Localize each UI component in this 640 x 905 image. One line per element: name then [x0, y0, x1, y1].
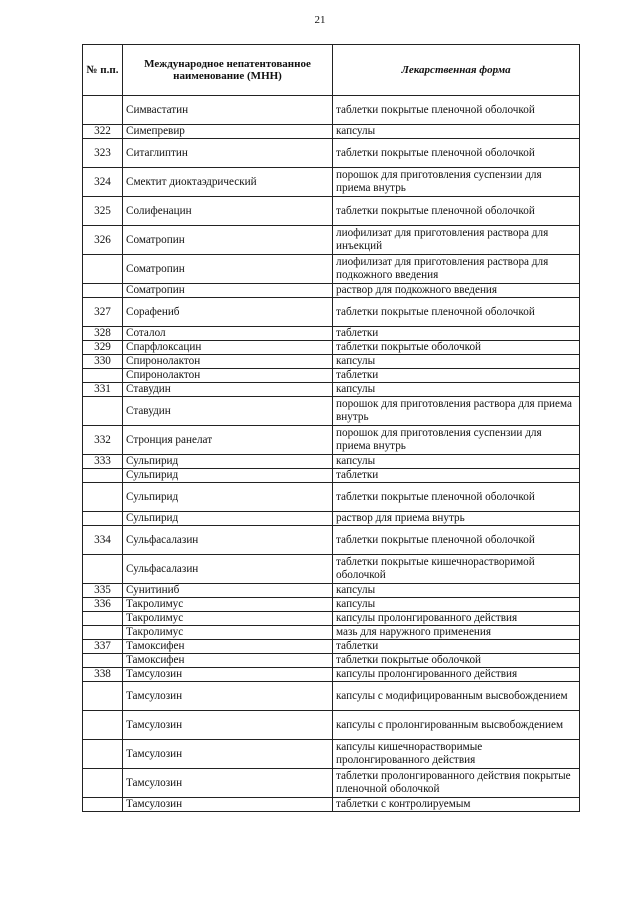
table-row — [83, 598, 580, 612]
table-row — [83, 355, 580, 369]
row-number: 324 — [83, 168, 123, 197]
dosage-form: капсулы — [333, 355, 580, 369]
table-body — [83, 96, 580, 812]
drug-name: Ставудин — [123, 383, 333, 397]
dosage-form: таблетки — [333, 369, 580, 383]
table-row — [83, 341, 580, 355]
table-row — [83, 469, 580, 483]
row-number — [83, 255, 123, 284]
dosage-form: раствор для подкожного введения — [333, 284, 580, 298]
table-row — [83, 640, 580, 654]
dosage-form: порошок для приготовления раствора для приема внутрь — [333, 397, 580, 426]
drug-name: Сульфасалазин — [123, 555, 333, 584]
table-row — [83, 298, 580, 327]
row-number: 333 — [83, 455, 123, 469]
dosage-form: капсулы кишечнорастворимые пролонгированного действия — [333, 740, 580, 769]
drug-name: Тамсулозин — [123, 711, 333, 740]
header-number: № п.п. — [83, 45, 123, 96]
row-number: 323 — [83, 139, 123, 168]
page-number: 21 — [314, 14, 326, 26]
drug-name: Симвастатин — [123, 96, 333, 125]
dosage-form: капсулы — [333, 598, 580, 612]
dosage-form: капсулы пролонгированного действия — [333, 612, 580, 626]
drug-name: Соматропин — [123, 255, 333, 284]
drug-name: Солифенацин — [123, 197, 333, 226]
table-row — [83, 711, 580, 740]
dosage-form: таблетки покрытые пленочной оболочкой — [333, 197, 580, 226]
table-row — [83, 668, 580, 682]
table-row — [83, 584, 580, 598]
dosage-form: порошок для приготовления суспензии для приема внутрь — [333, 168, 580, 197]
drug-name: Смектит диоктаэдрический — [123, 168, 333, 197]
drug-name: Сульпирид — [123, 469, 333, 483]
header-dosage-form: Лекарственная форма — [333, 45, 580, 96]
table-row — [83, 369, 580, 383]
drug-name: Соталол — [123, 327, 333, 341]
dosage-form: капсулы с пролонгированным высвобождением — [333, 711, 580, 740]
table-row — [83, 626, 580, 640]
row-number: 327 — [83, 298, 123, 327]
dosage-form: таблетки покрытые пленочной оболочкой — [333, 298, 580, 327]
row-number: 335 — [83, 584, 123, 598]
dosage-form: порошок для приготовления суспензии для приема внутрь — [333, 426, 580, 455]
drug-name: Такролимус — [123, 626, 333, 640]
table-row — [83, 383, 580, 397]
row-number: 331 — [83, 383, 123, 397]
drug-name: Тамоксифен — [123, 640, 333, 654]
drug-name: Тамсулозин — [123, 798, 333, 812]
dosage-form: лиофилизат для приготовления раствора для инъекций — [333, 226, 580, 255]
table-row — [83, 654, 580, 668]
row-number — [83, 397, 123, 426]
table-row — [83, 526, 580, 555]
dosage-form: капсулы пролонгированного действия — [333, 668, 580, 682]
row-number — [83, 626, 123, 640]
dosage-form: таблетки покрытые оболочкой — [333, 341, 580, 355]
row-number — [83, 612, 123, 626]
dosage-form: раствор для приема внутрь — [333, 512, 580, 526]
row-number — [83, 369, 123, 383]
dosage-form: лиофилизат для приготовления раствора для подкожного введения — [333, 255, 580, 284]
dosage-form: капсулы с модифицированным высвобождением — [333, 682, 580, 711]
drug-name: Ситаглиптин — [123, 139, 333, 168]
table-row — [83, 397, 580, 426]
row-number: 328 — [83, 327, 123, 341]
row-number — [83, 483, 123, 512]
row-number: 325 — [83, 197, 123, 226]
drug-name: Соматропин — [123, 284, 333, 298]
table-row — [83, 682, 580, 711]
row-number — [83, 711, 123, 740]
drug-name: Тамсулозин — [123, 769, 333, 798]
drug-name: Сульфасалазин — [123, 526, 333, 555]
table-row — [83, 96, 580, 125]
row-number: 334 — [83, 526, 123, 555]
row-number: 322 — [83, 125, 123, 139]
dosage-form: таблетки покрытые пленочной оболочкой — [333, 483, 580, 512]
dosage-form: таблетки покрытые пленочной оболочкой — [333, 139, 580, 168]
table-row — [83, 139, 580, 168]
drug-name: Тамсулозин — [123, 740, 333, 769]
drug-name: Спарфлоксацин — [123, 341, 333, 355]
row-number — [83, 682, 123, 711]
row-number — [83, 284, 123, 298]
drug-name: Спиронолактон — [123, 369, 333, 383]
table-row — [83, 255, 580, 284]
row-number: 337 — [83, 640, 123, 654]
dosage-form: капсулы — [333, 383, 580, 397]
drug-name: Сунитиниб — [123, 584, 333, 598]
row-number: 329 — [83, 341, 123, 355]
row-number: 330 — [83, 355, 123, 369]
row-number: 336 — [83, 598, 123, 612]
table-row — [83, 327, 580, 341]
drug-name: Такролимус — [123, 598, 333, 612]
table-row — [83, 125, 580, 139]
row-number — [83, 469, 123, 483]
table-row — [83, 555, 580, 584]
drug-name: Сульпирид — [123, 483, 333, 512]
drug-name: Тамсулозин — [123, 668, 333, 682]
table-row — [83, 483, 580, 512]
drug-name: Сорафениб — [123, 298, 333, 327]
table-row — [83, 284, 580, 298]
row-number — [83, 512, 123, 526]
row-number: 332 — [83, 426, 123, 455]
dosage-form: таблетки — [333, 327, 580, 341]
row-number — [83, 740, 123, 769]
header-inn-name: Международное непатентованное наименование (МНН) — [123, 45, 333, 96]
dosage-form: таблетки покрытые кишечнорастворимой оболочкой — [333, 555, 580, 584]
row-number: 326 — [83, 226, 123, 255]
drug-name: Такролимус — [123, 612, 333, 626]
table-row — [83, 168, 580, 197]
table-row — [83, 512, 580, 526]
table-row — [83, 455, 580, 469]
dosage-form: таблетки — [333, 469, 580, 483]
table-header-row — [83, 45, 580, 96]
dosage-form: капсулы — [333, 455, 580, 469]
drug-name: Тамсулозин — [123, 682, 333, 711]
table-row — [83, 226, 580, 255]
drug-name: Стронция ранелат — [123, 426, 333, 455]
dosage-form: таблетки покрытые пленочной оболочкой — [333, 526, 580, 555]
table-row — [83, 798, 580, 812]
table-row — [83, 740, 580, 769]
dosage-form: капсулы — [333, 584, 580, 598]
dosage-form: капсулы — [333, 125, 580, 139]
dosage-form: таблетки — [333, 640, 580, 654]
row-number: 338 — [83, 668, 123, 682]
dosage-form: таблетки пролонгированного действия покрытые пленочной оболочкой — [333, 769, 580, 798]
drug-name: Сульпирид — [123, 512, 333, 526]
dosage-form: мазь для наружного применения — [333, 626, 580, 640]
row-number — [83, 96, 123, 125]
drug-name: Ставудин — [123, 397, 333, 426]
row-number — [83, 555, 123, 584]
row-number — [83, 654, 123, 668]
drug-name: Спиронолактон — [123, 355, 333, 369]
drug-name: Соматропин — [123, 226, 333, 255]
dosage-form: таблетки с контролируемым — [333, 798, 580, 812]
table-row — [83, 769, 580, 798]
row-number — [83, 798, 123, 812]
drug-name: Сульпирид — [123, 455, 333, 469]
table-row — [83, 612, 580, 626]
table-row — [83, 426, 580, 455]
dosage-form: таблетки покрытые оболочкой — [333, 654, 580, 668]
drug-name: Тамоксифен — [123, 654, 333, 668]
table-row — [83, 197, 580, 226]
dosage-form: таблетки покрытые пленочной оболочкой — [333, 96, 580, 125]
drug-table — [82, 44, 580, 812]
row-number — [83, 769, 123, 798]
drug-name: Симепревир — [123, 125, 333, 139]
